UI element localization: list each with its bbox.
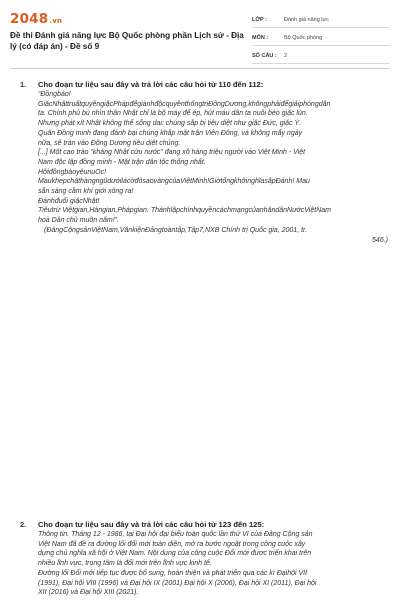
passage-line: GiặcNhậttruấtquyềngiặcPhápđểgiànhđộcquyềnthốngtrịĐôngDương,khôngphảiđểgiảiphóngdân	[38, 100, 331, 108]
passage-line: Việt Nam đã đề ra đường lối đổi mới toàn diện, mở ra bước ngoặt trong công cuộc xây	[38, 540, 306, 548]
passage-line: XII (2016) và Đại hội XIII (2021).	[38, 589, 139, 597]
question-heading: Cho đoạn tư liệu sau đây và trả lời các câu hỏi từ 123 đến 125:	[38, 520, 265, 529]
logo-domain: .vn	[49, 17, 63, 25]
passage-line: hoà Dân chủ muôn năm!”.	[38, 217, 119, 225]
question-number: 1.	[20, 80, 27, 89]
passage-line: “Đồngbào!	[38, 91, 71, 98]
passage-line: nhiều lĩnh vực, trọng tâm là đổi mới trên lĩnh vực kinh tế.	[38, 560, 212, 568]
passage-line: Nhưng phát xít Nhật không thể sống dai: chúng sắp bị tiêu diệt như giặc Đức, giặc Ý.	[38, 120, 302, 128]
passage-line: Quân Đồng minh đang đánh bại chúng khắp mặt trận Viễn Đông, và không mấy ngày	[38, 129, 303, 137]
passage-line: Nam độc lập đồng minh - Mặt trận dân tộc thống nhất.	[38, 158, 206, 166]
meta-label: MÔN :	[252, 34, 269, 41]
question-number: 2.	[20, 520, 27, 529]
question-body	[38, 80, 394, 245]
question-list	[0, 80, 400, 597]
passage-line: [...] Một cao trào “kháng Nhật cứu nước” đang xô hàng triệu người vào Việt Minh - Việt	[38, 149, 306, 157]
passage-line: nữa, sẽ tràn vào Đông Dương tiêu diệt chúng.	[38, 139, 181, 147]
source-citation-page: 546.)	[372, 236, 388, 244]
meta-row-count	[252, 48, 390, 64]
question-body	[38, 520, 394, 598]
exam-meta	[252, 12, 390, 66]
meta-value: Đánh giá năng lực	[284, 16, 329, 23]
site-logo[interactable]	[10, 11, 62, 27]
passage-line: MaukhepchặthàngngũdướilácờđỏsaovàngcủaViệtMinh!GiờtổngkhởinghĩasắpĐánh! Mau	[38, 178, 310, 186]
logo-text: 2048	[10, 11, 49, 27]
passage-line: sẵn sàng cầm khí giới xông ra!	[38, 188, 134, 196]
meta-row-subject	[252, 30, 390, 46]
passage-line: HỡiđồngbàoyêunuOc!	[38, 168, 107, 176]
source-citation: (ĐảngCộngsảnViệtNam,VănkiệnĐảngtoàntập,Tập7,NXB Chính trị Quốc gia, 2001, tr.	[44, 226, 308, 234]
document-title: Đề thi Đánh giá năng lực Bộ Quốc phòng phần Lịch sử - Địa lý (có đáp án) - Đề số 9	[10, 31, 244, 52]
meta-row-class	[252, 12, 390, 28]
passage-line: ta. Chính phủ bù nhìn thân Nhật chỉ là bộ máy để ép, hút máu dân ta nuôi béo giặc lùn.	[38, 110, 308, 118]
passage-line: Tiêutrừ Việtgian,Hàngian,Phápgian. ThànhlậpchínhquyềncáchmạngcủanhândânNướcViệtNam	[38, 207, 331, 215]
passage-line: Thông tin. Tháng 12 - 1986, tại Đại hội đại biểu toàn quốc lần thứ VI của Đảng Cộng sản	[38, 531, 313, 538]
passage-line: Đường lối Đổi mới tiếp tục được bổ sung, hoàn thiện và phát triển qua các kì Đạihội VII	[38, 569, 308, 577]
passage-line: Đánhđuổi giặcNhật!	[38, 197, 100, 205]
question-heading: Cho đoạn tư liệu sau đây và trả lời các câu hỏi từ 110 đến 112:	[38, 80, 264, 89]
header-divider	[10, 68, 390, 69]
question-1	[0, 80, 400, 280]
meta-label: SỐ CÂU :	[252, 52, 277, 59]
document-header	[0, 0, 400, 66]
meta-value: Bộ Quốc phòng	[284, 34, 323, 41]
meta-value: 2	[284, 52, 288, 59]
meta-label: LỚP :	[252, 16, 267, 23]
passage-line: dựng chủ nghĩa xã hội ở Việt Nam. Nội dung của công cuộc Đổi mới được triển khai trên	[38, 550, 312, 558]
passage-line: (1991), Đại hội VIII (1996) và Đại hội IX (2001) Đại hội X (2006), Đại hội XI (2011), Đại hội	[38, 579, 317, 587]
